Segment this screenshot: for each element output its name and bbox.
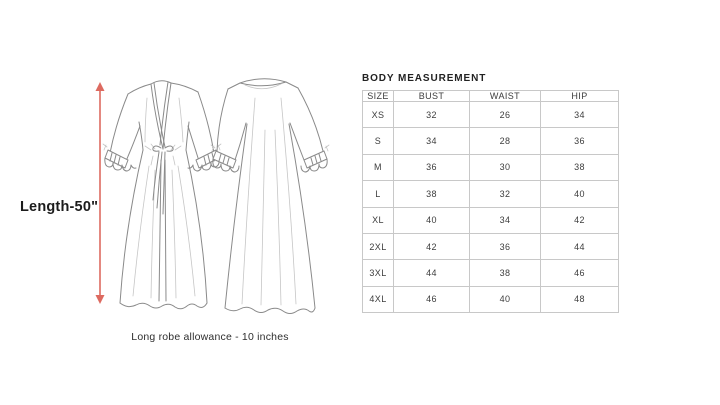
bust-cell: 42 <box>394 233 470 259</box>
size-cell: 4XL <box>363 286 394 312</box>
table-title: BODY MEASUREMENT <box>362 73 487 84</box>
table-row <box>363 207 619 233</box>
body-measurement-table <box>362 90 619 313</box>
hip-cell: 48 <box>541 286 619 312</box>
waist-cell: 36 <box>470 233 541 259</box>
table-row <box>363 128 619 154</box>
size-cell: 2XL <box>363 233 394 259</box>
bust-cell: 38 <box>394 181 470 207</box>
robe-back-view-drawing <box>211 79 329 314</box>
table-row <box>363 286 619 312</box>
bust-cell: 36 <box>394 154 470 180</box>
allowance-caption: Long robe allowance - 10 inches <box>131 331 289 343</box>
robe-front-view-drawing <box>103 81 221 309</box>
size-cell: XS <box>363 102 394 128</box>
hip-cell: 44 <box>541 233 619 259</box>
column-header-bust: BUST <box>394 91 470 102</box>
table-row <box>363 233 619 259</box>
waist-cell: 34 <box>470 207 541 233</box>
length-label: Length-50" <box>20 199 99 215</box>
waist-cell: 40 <box>470 286 541 312</box>
table-row <box>363 154 619 180</box>
table-row <box>363 181 619 207</box>
waist-cell: 32 <box>470 181 541 207</box>
bust-cell: 46 <box>394 286 470 312</box>
size-cell: L <box>363 181 394 207</box>
size-cell: M <box>363 154 394 180</box>
hip-cell: 38 <box>541 154 619 180</box>
column-header-waist: WAIST <box>470 91 541 102</box>
column-header-hip: HIP <box>541 91 619 102</box>
waist-cell: 26 <box>470 102 541 128</box>
table-header-row <box>363 91 619 102</box>
hip-cell: 42 <box>541 207 619 233</box>
size-cell: S <box>363 128 394 154</box>
hip-cell: 36 <box>541 128 619 154</box>
hip-cell: 34 <box>541 102 619 128</box>
bust-cell: 34 <box>394 128 470 154</box>
size-cell: 3XL <box>363 260 394 286</box>
bust-cell: 40 <box>394 207 470 233</box>
table-row <box>363 260 619 286</box>
bust-cell: 44 <box>394 260 470 286</box>
waist-cell: 28 <box>470 128 541 154</box>
waist-cell: 38 <box>470 260 541 286</box>
robe-technical-drawing <box>95 68 340 326</box>
bust-cell: 32 <box>394 102 470 128</box>
hip-cell: 46 <box>541 260 619 286</box>
table-row <box>363 102 619 128</box>
column-header-size: SIZE <box>363 91 394 102</box>
size-cell: XL <box>363 207 394 233</box>
hip-cell: 40 <box>541 181 619 207</box>
waist-cell: 30 <box>470 154 541 180</box>
